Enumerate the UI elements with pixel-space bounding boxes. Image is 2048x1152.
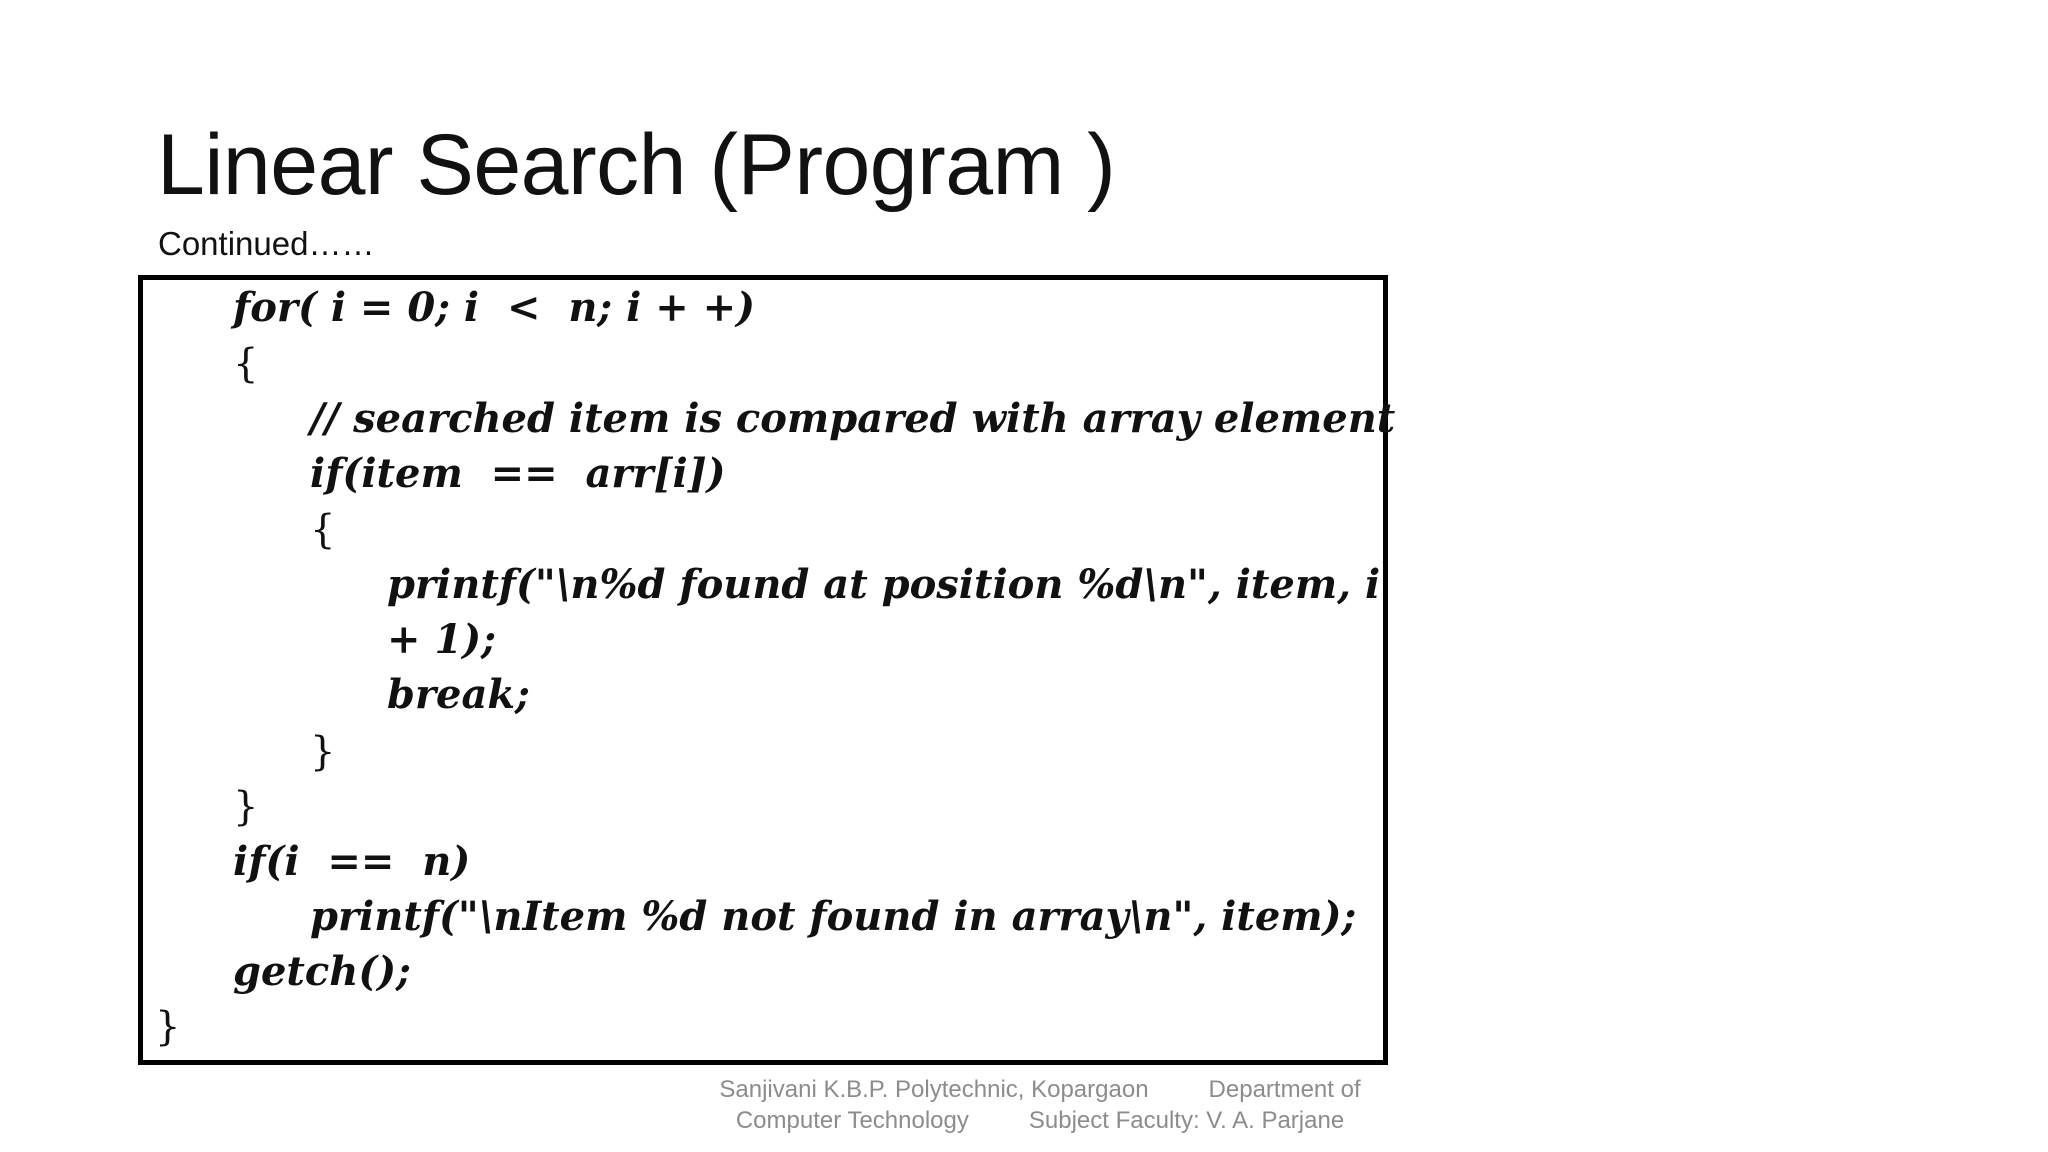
- code-box: [138, 275, 1388, 1065]
- slide-title: Linear Search (Program ): [157, 117, 1116, 213]
- slide-subtitle: Continued……: [158, 225, 375, 262]
- slide-footer: [700, 1074, 1380, 1136]
- code-line: if(i == n): [233, 838, 471, 885]
- footer-line: Sanjivani K.B.P. Polytechnic, Kopargaon Department of: [719, 1076, 1361, 1103]
- code-line: getch();: [233, 948, 411, 995]
- footer-line: Computer Technology Subject Faculty: V. A. Parjane: [735, 1107, 1345, 1135]
- code-line: {: [233, 341, 259, 387]
- code-line: + 1);: [387, 616, 496, 663]
- code-line: printf("\n%d found at position %d\n", item, i: [387, 561, 1381, 608]
- code-line: // searched item is compared with array element: [310, 395, 1396, 442]
- code-line: }: [233, 784, 259, 830]
- code-line: }: [310, 729, 336, 775]
- code-line: for( i = 0; i < n; i + +): [233, 284, 756, 331]
- code-line: if(item == arr[i]): [310, 450, 726, 497]
- code-line: {: [310, 507, 336, 553]
- code-line: printf("\nItem %d not found in array\n", item);: [310, 893, 1357, 940]
- code-line: break;: [387, 671, 530, 718]
- code-line: }: [155, 1004, 181, 1050]
